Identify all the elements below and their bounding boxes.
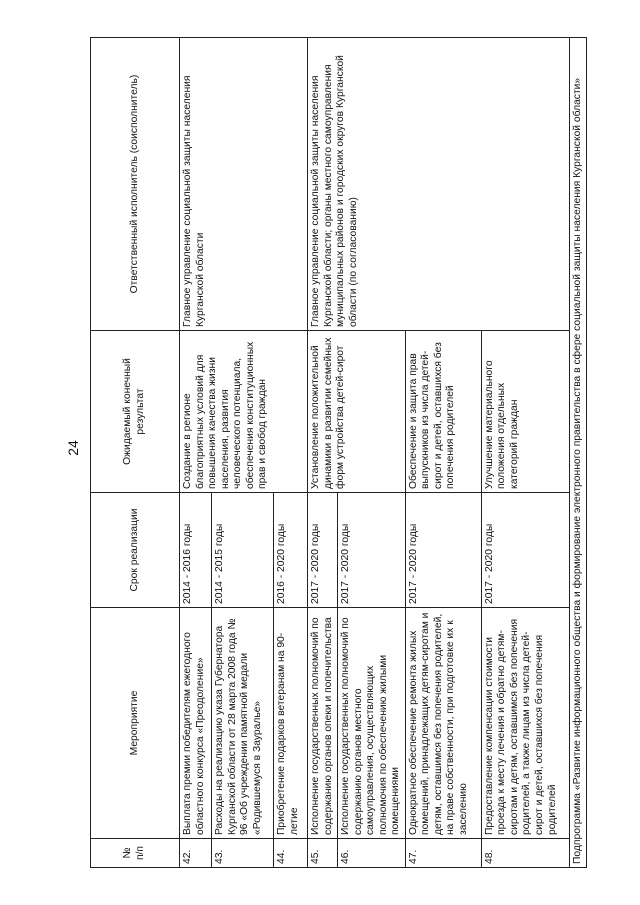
row-measure: Расходы на реализацию указа Губернатора Курганской области от 28 марта 2008 года № 96 «Об учреждении памятной медали «Родившемуся в Зауралье» bbox=[212, 608, 274, 839]
row-number: 45. bbox=[308, 839, 338, 868]
row-responsible: Главное управление социальной защиты населения Курганской области; органы местного самоуправления муниципальных районов и городских округов Курганской области (по согласованию) bbox=[308, 38, 570, 331]
table-header-row bbox=[91, 38, 180, 868]
row-responsible: Главное управление социальной защиты населения Курганской области bbox=[180, 38, 308, 331]
measures-table bbox=[90, 37, 587, 868]
row-result: Обеспечение и защита прав выпускников из числа детей-сирот и детей, оставшихся без попечения родителей bbox=[405, 331, 481, 493]
row-result: Установление положительной динамики в развитии семейных форм устройства детей-сирот bbox=[308, 331, 406, 493]
row-term: 2014 - 2015 годы bbox=[212, 493, 274, 608]
row-term: 2017 - 2020 годы bbox=[481, 493, 569, 608]
row-measure: Исполнение государственных полномочий по содержанию органов местного самоуправления, осуществляющих полномочия по обеспечению жилыми помещениями bbox=[338, 608, 406, 839]
row-term: 2017 - 2020 годы bbox=[338, 493, 406, 608]
row-measure: Приобретение подарков ветеранам на 90-летие bbox=[274, 608, 308, 839]
row-number: 48. bbox=[481, 839, 569, 868]
row-number: 46. bbox=[338, 839, 406, 868]
row-number: 42. bbox=[180, 839, 212, 868]
row-measure: Однократное обеспечение ремонта жилых помещений, принадлежащих детям-сиротам и детям, оставшимся без попечения родителей, на праве собственности, при подготовке их к заселению bbox=[405, 608, 481, 839]
row-measure: Выплата премии победителям ежегодного областного конкурса «Преодоление» bbox=[180, 608, 212, 839]
rotated-page-content bbox=[90, 38, 583, 868]
row-number: 44. bbox=[274, 839, 308, 868]
row-term: 2017 - 2020 годы bbox=[405, 493, 481, 608]
row-result: Создание в регионе благоприятных условий для повышения качества жизни населения, развития человеческого потенциала, обеспечения конституционных прав и свобод граждан bbox=[180, 331, 308, 493]
header-term: Срок реализации bbox=[91, 493, 180, 608]
subprogram-row bbox=[569, 38, 587, 868]
row-number: 43. bbox=[212, 839, 274, 868]
row-term: 2014 - 2016 годы bbox=[180, 493, 212, 608]
row-number: 47. bbox=[405, 839, 481, 868]
row-term: 2017 - 2020 годы bbox=[308, 493, 338, 608]
subprogram-heading: Подпрограмма «Развитие информационного общества и формирование электронного правительства в сфере социальной защиты населения Курганской области» bbox=[569, 38, 587, 868]
header-number: № п/п bbox=[91, 839, 180, 868]
row-result: Улучшение материального положения отдельных категорий граждан bbox=[481, 331, 569, 493]
table-row bbox=[308, 38, 338, 868]
page-number: 24 bbox=[65, 440, 81, 456]
header-measure: Мероприятие bbox=[91, 608, 180, 839]
header-result: Ожидаемый конечный результат bbox=[91, 331, 180, 493]
header-responsible: Ответственный исполнитель (соисполнитель) bbox=[91, 38, 180, 331]
row-measure: Предоставление компенсации стоимости проезда к месту лечения и обратно детям-сиротам и детям, оставшимся без попечения родителей, а также лицам из числа детей-сирот и детей, оставшихся без попечения родителей bbox=[481, 608, 569, 839]
row-term: 2016 - 2020 годы bbox=[274, 493, 308, 608]
row-measure: Исполнение государственных полномочий по содержанию органов опеки и попечительства bbox=[308, 608, 338, 839]
table-row bbox=[180, 38, 212, 868]
